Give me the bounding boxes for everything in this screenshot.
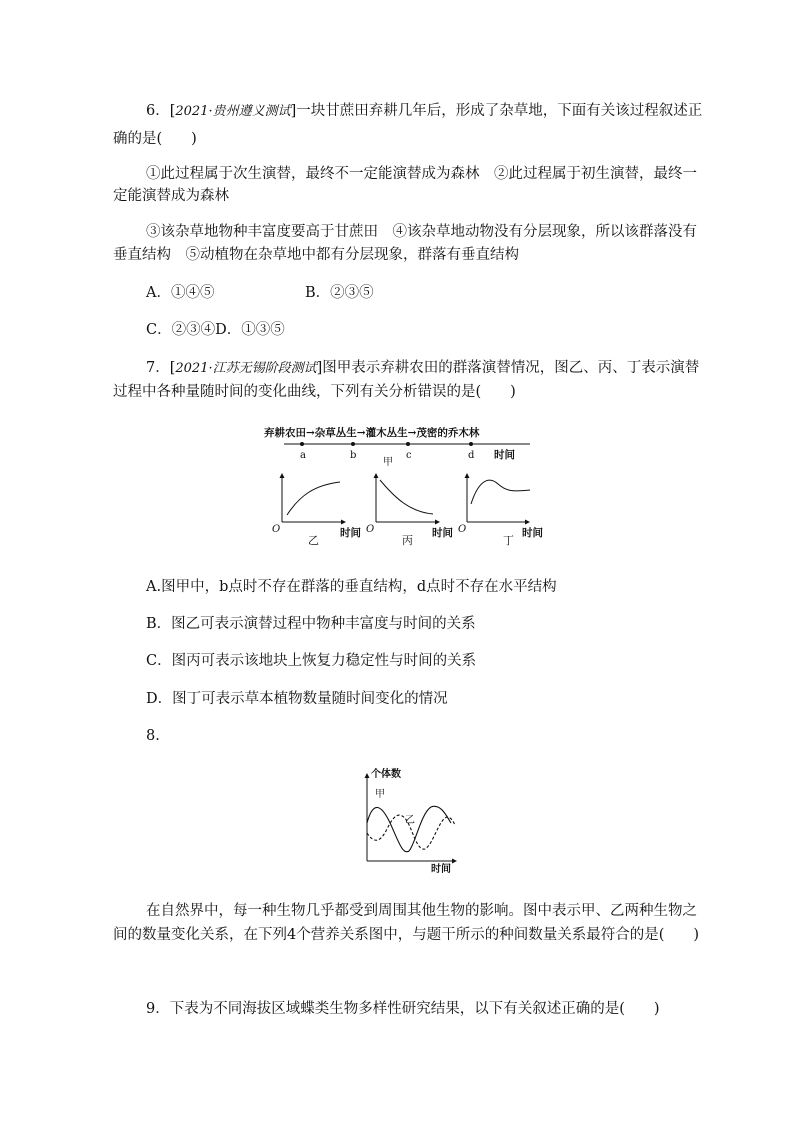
q8-series-yi-label: 乙 xyxy=(405,815,415,826)
chain-axis-label: 时间 xyxy=(494,449,515,461)
q7-chain-text: 弃耕农田→杂草丛生→灌木丛生→茂密的乔木林 xyxy=(264,427,480,439)
q6-source: 2021·贵州遵义测试 xyxy=(175,104,291,119)
chain-point-d xyxy=(469,442,473,446)
graph-yi-origin: O xyxy=(272,524,281,535)
graph-ding-xlabel: 时间 xyxy=(522,527,543,539)
graph-yi-xlabel: 时间 xyxy=(340,527,361,539)
q6-option-a: A．①④⑤ xyxy=(146,285,215,301)
q7-option-c: C．图丙可表示该地块上恢复力稳定性与时间的关系 xyxy=(146,653,477,669)
q9-stem: 9．下表为不同海拔区域蝶类生物多样性研究结果，以下有关叙述正确的是( ) xyxy=(146,1001,660,1017)
q7-number: 7．[ xyxy=(146,360,176,376)
q7-stem-line1 xyxy=(146,358,699,379)
q7-figure xyxy=(260,420,560,550)
q6-option-b: B．②③⑤ xyxy=(305,285,374,301)
graph-yi-curve xyxy=(287,482,340,515)
q8-figure xyxy=(355,765,465,877)
q7-stem-line2: 过程中各种量随时间的变化曲线，下列有关分析错误的是( ) xyxy=(113,384,516,400)
graph-bing-origin: O xyxy=(366,524,375,535)
q8-series-jia-label: 甲 xyxy=(375,789,385,800)
chain-label-c: c xyxy=(406,450,412,461)
graph-ding-curve xyxy=(471,480,530,504)
chain-label-b: b xyxy=(350,450,357,461)
q8-series-jia-curve xyxy=(367,806,451,851)
graph-bing-xlabel: 时间 xyxy=(432,527,453,539)
q7-option-d: D．图丁可表示草本植物数量随时间变化的情况 xyxy=(146,691,448,707)
q6-option-cd: C．②③④D．①③⑤ xyxy=(146,322,285,338)
q7-stem-text: ]图甲表示弃耕农田的群落演替情况，图乙、丙、丁表示演替 xyxy=(316,360,700,376)
q8-ylabel: 个体数 xyxy=(371,769,401,780)
graph-ding-label: 丁 xyxy=(503,534,514,547)
q8-stem-line1: 在自然界中，每一种生物几乎都受到周围其他生物的影响。图中表示甲、乙两种生物之 xyxy=(146,903,697,919)
graph-bing-curve xyxy=(380,480,433,514)
q6-stem-text: ]一块甘蔗田弃耕几年后，形成了杂草地，下面有关该过程叙述正 xyxy=(290,103,703,119)
q6-stem-line1 xyxy=(146,101,702,122)
chain-point-c xyxy=(406,442,410,446)
q7-option-a: A.图甲中，b点时不存在群落的垂直结构，d点时不存在水平结构 xyxy=(146,579,557,595)
chain-label-d: d xyxy=(468,450,475,461)
q6-statement-line3: ③该杂草地物种丰富度要高于甘蔗田 ④该杂草地动物没有分层现象，所以该群落没有 xyxy=(146,224,697,240)
q6-stem-line2: 确的是( ) xyxy=(113,131,197,147)
graph-jia-label: 甲 xyxy=(383,457,393,468)
q7-source: 2021·江苏无锡阶段测试 xyxy=(175,361,317,376)
q8-number: 8. xyxy=(146,728,160,744)
chain-point-a xyxy=(300,442,304,446)
q6-statement-line2: 定能演替成为森林 xyxy=(113,188,229,204)
graph-yi-label: 乙 xyxy=(308,534,319,547)
q6-number: 6．[ xyxy=(146,103,176,119)
q7-option-b: B．图乙可表示演替过程中物种丰富度与时间的关系 xyxy=(146,616,476,632)
chain-point-b xyxy=(351,442,355,446)
graph-ding-origin: O xyxy=(458,524,467,535)
q6-statement-line4: 垂直结构 ⑤动植物在杂草地中都有分层现象，群落有垂直结构 xyxy=(113,247,519,263)
chain-label-a: a xyxy=(300,450,306,461)
q8-xlabel: 时间 xyxy=(431,864,451,875)
q6-statement-line1: ①此过程属于次生演替，最终不一定能演替成为森林 ②此过程属于初生演替，最终一 xyxy=(146,166,697,182)
q8-stem-line2: 间的数量变化关系，在下列4个营养关系图中，与题干所示的种间数量关系最符合的是( ) xyxy=(113,927,700,943)
graph-bing-label: 丙 xyxy=(402,534,413,547)
